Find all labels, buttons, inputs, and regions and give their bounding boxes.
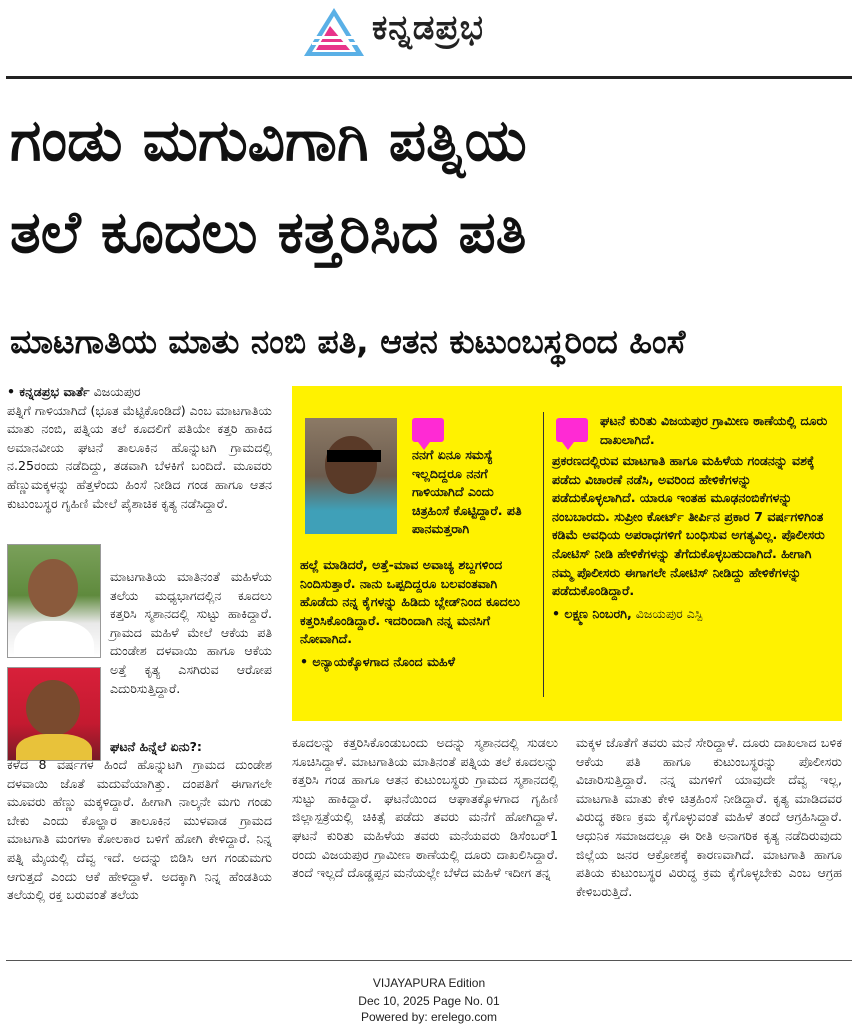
- quote-bubble-icon: [412, 418, 444, 442]
- article-paragraph-4: ಕೂದಲನ್ನು ಕತ್ತರಿಸಿಕೊಂಡುಬಂದು ಅದನ್ನು ಸ್ಮಶಾನದಲ್ಲಿ ಸುಡಲು ಸೂಚಿಸಿದ್ದಾಳೆ. ಮಾಟಗಾತಿಯ ಮಾತಿನಂತೆ ಪತ್ನಿಯ ತಲೆ ಕೂದಲನ್ನು ಕತ್ತರಿಸಿ ಗಂಡ ಹಾಗೂ ಆತನ ಕುಟುಂಬಸ್ಥರು ಗ್ರಾಮದ ಸ್ಮಶಾನದಲ್ಲಿ ಸುಟ್ಟು ಹಾಕಿದ್ದಾರೆ. ಘಟನೆಯಿಂದ ಆಘಾತಕ್ಕೊಳಗಾದ ಗೃಹಿಣಿ ಜಿಲ್ಲಾಸ್ಪತ್ರೆಯಲ್ಲಿ ಚಿಕಿತ್ಸೆ ಪಡೆದು ತವರು ಮನೆಗೆ ಹೋಗಿದ್ದಾಳೆ. ಘಟನೆ ಕುರಿತು ಮಹಿಳೆಯ ತವರು ಮನೆಯವರು ಡಿಸೆಂಬರ್1 ರಂದು ವಿಜಯಪುರ ಗ್ರಾಮೀಣ ಠಾಣೆಯಲ್ಲಿ ದೂರು ದಾಖಲಿಸಿದ್ದಾರೆ. ತಂದೆ ಇಲ್ಲದೆ ದೊಡ್ಡಪ್ಪನ ಮನೆಯಲ್ಲೇ ಬೆಳೆದ ಮಹಿಳೆ ಇದೀಗ ತನ್ನ: [292, 735, 558, 881]
- column-1-kicker: [110, 738, 272, 757]
- quote-divider: [543, 412, 544, 697]
- victim-photo: [305, 418, 397, 534]
- article-paragraph-5: ಮಕ್ಕಳ ಜೊತೆಗೆ ತವರು ಮನೆ ಸೇರಿದ್ದಾಳೆ. ದೂರು ದಾಖಲಾದ ಬಳಿಕ ಆಕೆಯ ಪತಿ ಹಾಗೂ ಕುಟುಂಬಸ್ಥರನ್ನು ಪೊಲೀಸರು ವಿಚಾರಿಸುತ್ತಿದ್ದಾರೆ. ನನ್ನ ಮಗಳಿಗೆ ಯಾವುದೇ ದೆವ್ವ ಇಲ್ಲ, ಮಾಟಗಾತಿ ಮಾತು ಕೇಳಿ ಚಿತ್ರಹಿಂಸೆ ನೀಡಿದ್ದಾರೆ. ಕೃತ್ಯ ಮಾಡಿದವರ ವಿರುದ್ಧ ಕಠಿಣ ಕ್ರಮ ಕೈಗೊಳ್ಳುವಂತೆ ಮಹಿಳೆ ತಂದೆ ಆಗ್ರಹಿಸಿದ್ದಾರೆ. ಆಧುನಿಕ ಸಮಾಜದಲ್ಲೂ ಈ ರೀತಿ ಅನಾಗರಿಕ ಕೃತ್ಯ ನಡೆದಿರುವುದು ಜಿಲ್ಲೆಯ ಜನರ ಆಕ್ರೋಶಕ್ಕೆ ಕಾರಣವಾಗಿದೆ. ಮಾಟಗಾತಿ ಹಾಗೂ ಪತಿಯ ಕುಟುಂಬಸ್ಥರ ವಿರುದ್ಧ ಕ್ರಮ ಕೈಗೊಳ್ಳಬೇಕು ಎಂಬ ಆಗ್ರಹ ಕೇಳಿಬರುತ್ತಿದೆ.: [576, 735, 842, 899]
- sp-attribution: [552, 605, 832, 624]
- face-shape: [28, 559, 78, 617]
- column-1-top: [7, 383, 272, 513]
- sorceress-photo: [7, 667, 101, 761]
- sp-quote-top: [600, 412, 832, 449]
- shirt-shape: [14, 621, 94, 658]
- logo-text: ಕನ್ನಡಪ್ರಭ: [372, 8, 484, 48]
- headline-line-2: ತಲೆ ಕೂದಲು ಕತ್ತರಿಸಿದ ಪತಿ: [10, 198, 527, 266]
- face-shape: [325, 436, 377, 494]
- byline-source: • ಕನ್ನಡಪ್ರಭ ವಾರ್ತೆ: [7, 384, 90, 399]
- edition-label: VIJAYAPURA Edition: [372, 976, 486, 990]
- subheadline: ಮಾಟಗಾತಿಯ ಮಾತು ನಂಬಿ ಪತಿ, ಆತನ ಕುಟುಂಬಸ್ಥರಿಂದ ಹಿಂಸೆ: [10, 322, 686, 361]
- victim-quote-rest: [300, 556, 535, 672]
- column-1-bottom: [7, 756, 272, 952]
- prism-logo-icon: [300, 6, 368, 58]
- powered-by-link[interactable]: Powered by: erelego.com: [360, 1010, 498, 1024]
- article-paragraph-3: ಕಳೆದ 8 ವರ್ಷಗಳ ಹಿಂದೆ ಹೊನ್ನುಟಗಿ ಗ್ರಾಮದ ದುಂಡೇಶ ದಳವಾಯಿ ಜೊತೆ ಮದುವೆಯಾಗಿತ್ತು. ದಂಪತಿಗೆ ಈಗಾಗಲೇ ಮೂವರು ಹೆಣ್ಣು ಮಕ್ಕಳಿದ್ದಾರೆ. ಹೀಗಾಗಿ ನಾಲ್ಕನೇ ಮಗು ಗಂಡು ಬೇಕು ಎಂದು ಕೊಲ್ಹಾರ ತಾಲೂಕಿನ ಮುಳವಾಡ ಗ್ರಾಮದ ಮಾಟಗಾತಿ ಮಂಗಳಾ ಕೋಲಕಾರ ಬಳಿಗೆ ಹೋಗಿ ಕೇಳಿದ್ದಾರೆ. ನಿನ್ನ ಪತ್ನಿ ಮೈಯಲ್ಲಿ ದೆವ್ವ ಇದೆ. ಅದನ್ನು ಬಿಡಿಸಿ ಆಗ ಗಂಡುಮಗು ಆಗುತ್ತದೆ ಎಂದು ಆಕೆ ಹೇಳಿದ್ದಾಳೆ. ಅದಕ್ಕಾಗಿ ನಿನ್ನ ಹೆಂಡತಿಯ ತಲೆಯಲ್ಲಿ ರಕ್ತ ಬರುವಂತೆ ತಲೆಯ: [7, 757, 272, 903]
- article-paragraph-2: ಮಾಟಗಾತಿಯ ಮಾತಿನಂತೆ ಮಹಿಳೆಯ ತಲೆಯ ಮಧ್ಯಭಾಗದಲ್ಲಿನ ಕೂದಲು ಕತ್ತರಿಸಿ ಸ್ಮಶಾನದಲ್ಲಿ ಸುಟ್ಟು ಹಾಕಿದ್ದಾರೆ. ಗ್ರಾಮದ ಮಹಿಳೆ ಮೇಲೆ ಆಕೆಯ ಪತಿ ದುಂಡೇಶ ದಳವಾಯಿ ಹಾಗೂ ಆಕೆಯ ಅತ್ತೆ ಕೃತ್ಯ ಎಸಗಿರುವ ಆರೋಪ ಎದುರಿಸುತ್ತಿದ್ದಾರೆ.: [110, 569, 272, 696]
- accused-photo: [7, 544, 101, 658]
- identity-blur-bar: [327, 450, 381, 462]
- masthead-rule: [6, 76, 852, 79]
- masthead: [0, 0, 858, 78]
- column-2: [292, 734, 558, 952]
- victim-quote-rest-text: ಹಲ್ಲೆ ಮಾಡಿದರೆ, ಅತ್ತೆ-ಮಾವ ಅವಾಚ್ಯ ಶಬ್ದಗಳಿಂದ ನಿಂದಿಸುತ್ತಾರೆ. ನಾನು ಒಪ್ಪದಿದ್ದರೂ ಬಲವಂತವಾಗಿ ಹೊಡೆದು ನನ್ನ ಕೈಗಳನ್ನು ಹಿಡಿದು ಬ್ಲೇಡ್‌ನಿಂದ ಕೂದಲು ಕತ್ತರಿಸಿಕೊಂಡಿದ್ದಾರೆ. ಇದರಿಂದಾಗಿ ನನ್ನ ಮನಸಿಗೆ ನೋವಾಗಿದೆ.: [300, 557, 520, 647]
- quote-bubble-icon: [556, 418, 588, 442]
- sp-quote-top-text: ಘಟನೆ ಕುರಿತು ವಿಜಯಪುರ ಗ್ರಾಮೀಣ ಠಾಣೆಯಲ್ಲಿ ದೂರು ದಾಖಲಾಗಿದೆ.: [600, 413, 828, 447]
- face-shape: [26, 680, 80, 736]
- sp-quote-rest-text: ಪ್ರಕರಣದಲ್ಲಿರುವ ಮಾಟಗಾತಿ ಹಾಗೂ ಮಹಿಳೆಯ ಗಂಡನನ್ನು ವಶಕ್ಕೆ ಪಡೆದು ವಿಚಾರಣೆ ನಡೆಸಿ, ಅವರಿಂದ ಹೇಳಿಕೆಗಳನ್ನು ಪಡೆದುಕೊಳ್ಳಲಾಗಿದೆ. ಯಾರೂ ಇಂತಹ ಮೂಢನಂಬಿಕೆಗಳನ್ನು ನಂಬಬಾರದು. ಸುಪ್ರೀಂ ಕೋರ್ಟ್ ತೀರ್ಪಿನ ಪ್ರಕಾರ 7 ವರ್ಷಗಳಿಗಿಂತ ಕಡಿಮೆ ಅವಧಿಯ ಅಪರಾಧಗಳಿಗೆ ಬಂಧಿಸುವ ಅಗತ್ಯವಿಲ್ಲ. ಪೊಲೀಸರು ನೋಟಿಸ್ ನೀಡಿ ಹೇಳಿಕೆಗಳನ್ನು ತೆಗೆದುಕೊಳ್ಳಬಹುದಾಗಿದೆ. ಹೀಗಾಗಿ ನಮ್ಮ ಪೊಲೀಸರು ಈಗಾಗಲೇ ನೋಟಿಸ್ ನೀಡಿದ್ದು ಹೇಳಿಕೆಗಳನ್ನು ಪಡೆದುಕೊಂಡಿದ್ದಾರೆ.: [552, 453, 825, 599]
- column-3: [576, 734, 842, 952]
- article-paragraph-1: ಪತ್ನಿಗೆ ಗಾಳಿಯಾಗಿದೆ (ಭೂತ ಮೆಟ್ಟಿಕೊಂಡಿದೆ) ಎಂಬ ಮಾಟಗಾತಿಯ ಮಾತು ನಂಬಿ, ಪತ್ನಿಯ ತಲೆ ಕೂದಲಿಗೆ ಪತಿಯೇ ಕತ್ತರಿ ಹಾಕಿದ ಅಮಾನವೀಯ ಘಟನೆ ತಾಲೂಕಿನ ಹೊನ್ನುಟಗಿ ಗ್ರಾಮದಲ್ಲಿ ನ.25ರಂದು ನಡೆದಿದ್ದು, ತಡವಾಗಿ ಬೆಳಕಿಗೆ ಬಂದಿದೆ. ಮೂವರು ಹೆಣ್ಣುಮಕ್ಕಳನ್ನು ಹೆತ್ತಳೆಂದು ಹಿಂಸೆ ನೀಡಿದ ಗಂಡ ಹಾಗೂ ಆತನ ಕುಟುಂಬಸ್ಥರ ಗೃಹಿಣಿ ಮೇಲೆ ಪೈಶಾಚಿಕ ಕೃತ್ಯ ನಡೆಸಿದ್ದಾರೆ.: [7, 402, 272, 511]
- footer-rule: [6, 960, 852, 961]
- sp-role: ವಿಜಯಪುರ ಎಸ್ಪಿ: [631, 605, 703, 621]
- date-page-label: Dec 10, 2025 Page No. 01: [358, 994, 500, 1008]
- byline-place: ವಿಜಯಪುರ: [89, 384, 141, 399]
- column-1-middle: [110, 568, 272, 698]
- victim-quote-top: [412, 446, 532, 539]
- victim-quote-top-text: ನನಗೆ ಏನೂ ಸಮಸ್ಯೆ ಇಲ್ಲದಿದ್ದರೂ ನನಗೆ ಗಾಳಿಯಾಗಿದೆ ಎಂದು ಚಿತ್ರಹಿಂಸೆ ಕೊಟ್ಟಿದ್ದಾರೆ. ಪತಿ ಪಾನಮತ್ತರಾಗಿ: [412, 447, 522, 537]
- headline-line-1: ಗಂಡು ಮಗುವಿಗಾಗಿ ಪತ್ನಿಯ: [10, 106, 527, 174]
- byline: [7, 383, 272, 402]
- sp-name: • ಲಕ್ಷ್ಮಣ ನಿಂಬರಗಿ,: [552, 605, 632, 621]
- kicker-label: ಘಟನೆ ಹಿನ್ನೆಲೆ ಏನು?:: [110, 739, 202, 754]
- sp-quote-rest: [552, 452, 832, 623]
- victim-attribution: • ಅನ್ಯಾಯಕ್ಕೊಳಗಾದ ನೊಂದ ಮಹಿಳೆ: [300, 653, 456, 669]
